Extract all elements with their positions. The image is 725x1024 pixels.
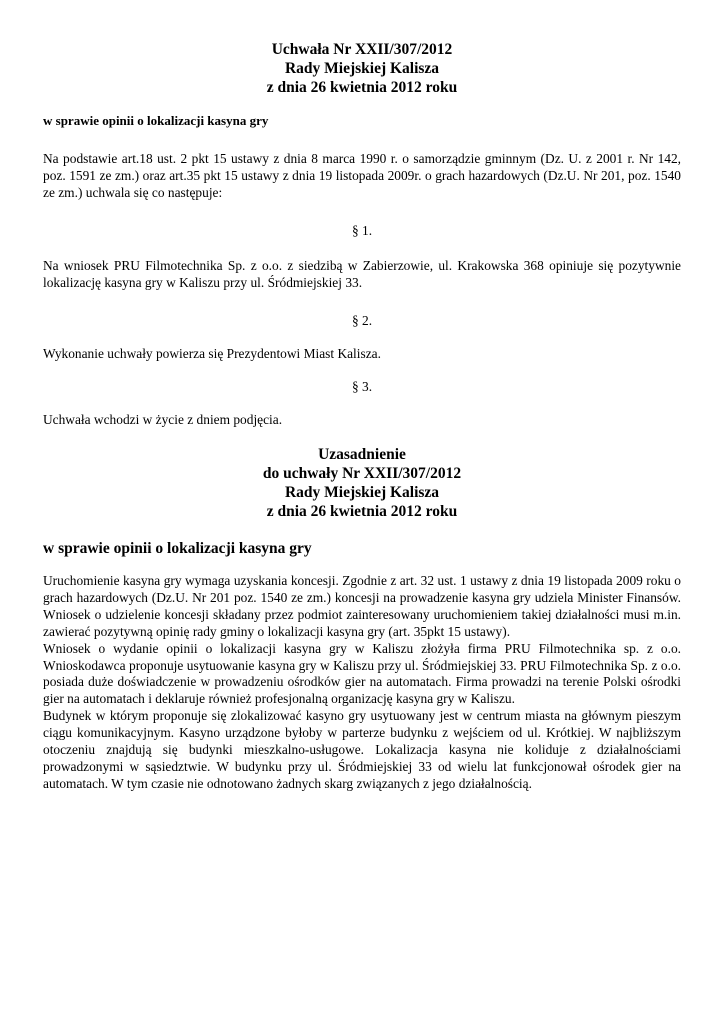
justification-title-line-2: do uchwały Nr XXII/307/2012 [262,465,462,482]
resolution-title [43,40,681,97]
section-2-sign: § 2. [351,313,373,328]
justification-title-line-1: Uzasadnienie [318,446,406,463]
title-line-1: Uchwała Nr XXII/307/2012 [271,41,453,58]
section-2-text: Wykonanie uchwały powierza się Prezydentowi Miast Kalisza. [43,346,381,361]
justification-title-line-3: Rady Miejskiej Kalisza [284,484,440,501]
section-1-sign: § 1. [351,223,373,238]
justification-paragraph: Wniosek o wydanie opinii o lokalizacji kasyna gry w Kaliszu złożyła firma PRU Filmotechnika sp. z o.o. Wnioskodawca proponuje usytuowanie kasyna gry w Kaliszu przy ul. Śródmiejskiej 33. PRU Filmotechnika Sp. z o.o. posiada duże doświadczenie w prowadzeniu ośrodków gier na automatach. Firma prowadzi na terenie Polski ośrodki gier na automatach i deklaruje również profesjonalną organizację kasyna gry w Kaliszu. [43,640,681,707]
justification-body [43,573,681,793]
section-3-sign: § 3. [351,379,373,394]
justification-title-line-4: z dnia 26 kwietnia 2012 roku [266,503,458,520]
resolution-subject: w sprawie opinii o lokalizacji kasyna gry [43,113,269,128]
section-3-text: Uchwała wchodzi w życie z dniem podjęcia. [43,412,283,427]
justification-paragraph: Uruchomienie kasyna gry wymaga uzyskania koncesji. Zgodnie z art. 32 ust. 1 ustawy z dnia 19 listopada 2009 roku o grach hazardowych (Dz.U. Nr 201 poz. 1540 ze zm.) koncesji na prowadzenie kasyna gry udziela Minister Finansów. Wniosek o udzielenie koncesji składany przez podmiot zainteresowany uruchomieniem takiej działalności musi m.in. zawierać pozytywną opinię rady gminy o lokalizacji kasyna gry (art. 35pkt 15 ustawy). [43,573,681,639]
document-body [43,40,681,793]
justification-paragraph: Budynek w którym proponuje się zlokalizować kasyno gry usytuowany jest w centrum miasta na głównym pieszym ciągu komunikacyjnym. Kasyno urządzone byłoby w parterze budynku z wejściem od ul. Krótkiej. W najbliższym otoczeniu znajdują się budynki mieszkalno-usługowe. Lokalizacja kasyna nie koliduje z działalnościami prowadzonymi w sąsiedztwie. W budynku przy ul. Śródmiejskiej 33 od wielu lat funkcjonował ośrodek gier na automatach. W tym czasie nie odnotowano żadnych skarg związanych z jego działalnością. [43,708,681,791]
section-1-text: Na wniosek PRU Filmotechnika Sp. z o.o. z siedzibą w Zabierzowie, ul. Krakowska 368 opiniuje się pozytywnie lokalizację kasyna gry w Kaliszu przy ul. Śródmiejskiej 33. [43,258,681,290]
title-line-3: z dnia 26 kwietnia 2012 roku [266,79,458,96]
justification-title [43,445,681,521]
title-line-2: Rady Miejskiej Kalisza [284,60,440,77]
preamble-paragraph: Na podstawie art.18 ust. 2 pkt 15 ustawy z dnia 8 marca 1990 r. o samorządzie gminnym (Dz. U. z 2001 r. Nr 142, poz. 1591 ze zm.) oraz art.35 pkt 15 ustawy z dnia 19 listopada 2009r. o grach hazardowych (Dz.U. Nr 201, poz. 1540 ze zm.) uchwala się co następuje: [43,151,681,200]
justification-subject: w sprawie opinii o lokalizacji kasyna gry [43,540,312,557]
